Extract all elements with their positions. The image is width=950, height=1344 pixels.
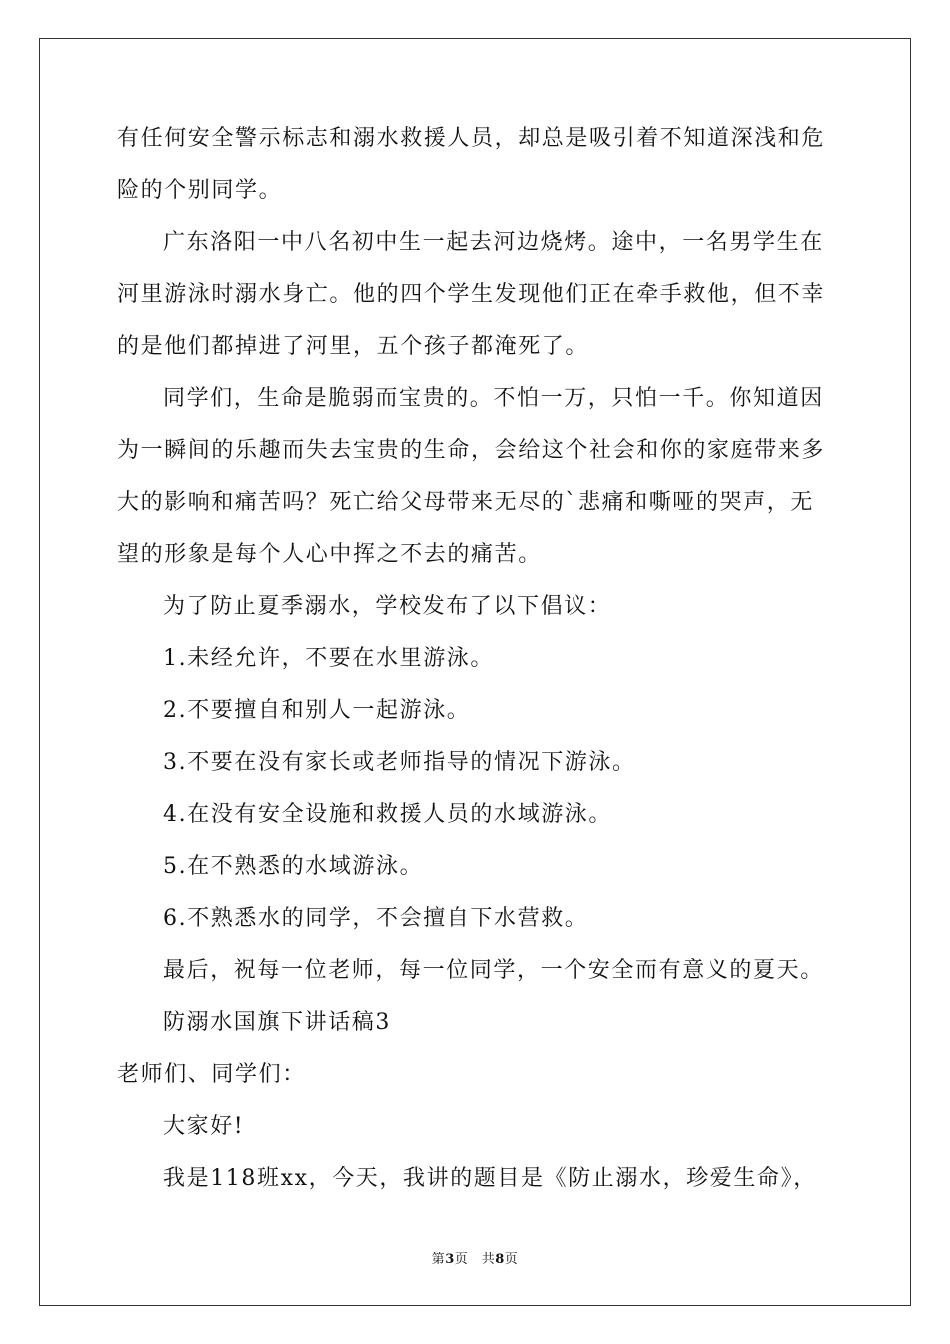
list-item-5: 5.在不熟悉的水域游泳。	[163, 854, 424, 879]
current-page-number: 3	[445, 1252, 455, 1267]
text-line-21: 我是118班xx，今天，我讲的题目是《防止溺水，珍爱生命》，	[163, 1166, 817, 1191]
footer-mid: 页 共	[454, 1252, 496, 1267]
text-line-4: 河里游泳时溺水身亡。他的四个学生发现他们正在牵手救他，但不幸	[117, 282, 826, 307]
list-item-2: 2.不要擅自和别人一起游泳。	[163, 698, 471, 723]
document-body	[117, 126, 837, 1218]
total-page-number: 8	[495, 1252, 505, 1267]
footer-prefix: 第	[431, 1252, 446, 1267]
list-item-4: 4.在没有安全设施和救援人员的水域游泳。	[163, 802, 612, 827]
text-line-6: 同学们，生命是脆弱而宝贵的。不怕一万，只怕一千。你知道因	[163, 386, 824, 411]
list-item-6: 6.不熟悉水的同学，不会擅自下水营救。	[163, 906, 589, 931]
text-line-8: 大的影响和痛苦吗？死亡给父母带来无尽的`悲痛和嘶哑的哭声，无	[117, 490, 815, 515]
text-line-7: 为一瞬间的乐趣而失去宝贵的生命，会给这个社会和你的家庭带来多	[117, 438, 826, 463]
footer-suffix: 页	[504, 1252, 519, 1267]
page-footer	[0, 1248, 950, 1267]
text-line-5: 的是他们都掉进了河里，五个孩子都淹死了。	[117, 334, 590, 359]
list-item-1: 1.未经允许，不要在水里游泳。	[163, 646, 494, 671]
salutation: 老师们、同学们：	[117, 1062, 306, 1087]
text-line-10: 为了防止夏季溺水，学校发布了以下倡议：	[163, 594, 612, 619]
section-title: 防溺水国旗下讲话稿3	[163, 1010, 391, 1035]
text-line-1: 有任何安全警示标志和溺水救援人员，却总是吸引着不知道深浅和危	[117, 126, 826, 151]
text-line-9: 望的形象是每个人心中挥之不去的痛苦。	[117, 542, 542, 567]
text-line-3: 广东洛阳一中八名初中生一起去河边烧烤。途中，一名男学生在	[163, 230, 824, 255]
list-item-3: 3.不要在没有家长或老师指导的情况下游泳。	[163, 750, 636, 775]
text-line-17: 最后，祝每一位老师，每一位同学，一个安全而有意义的夏天。	[163, 958, 824, 983]
greeting: 大家好!	[163, 1114, 245, 1139]
text-line-2: 险的个别同学。	[117, 178, 283, 203]
